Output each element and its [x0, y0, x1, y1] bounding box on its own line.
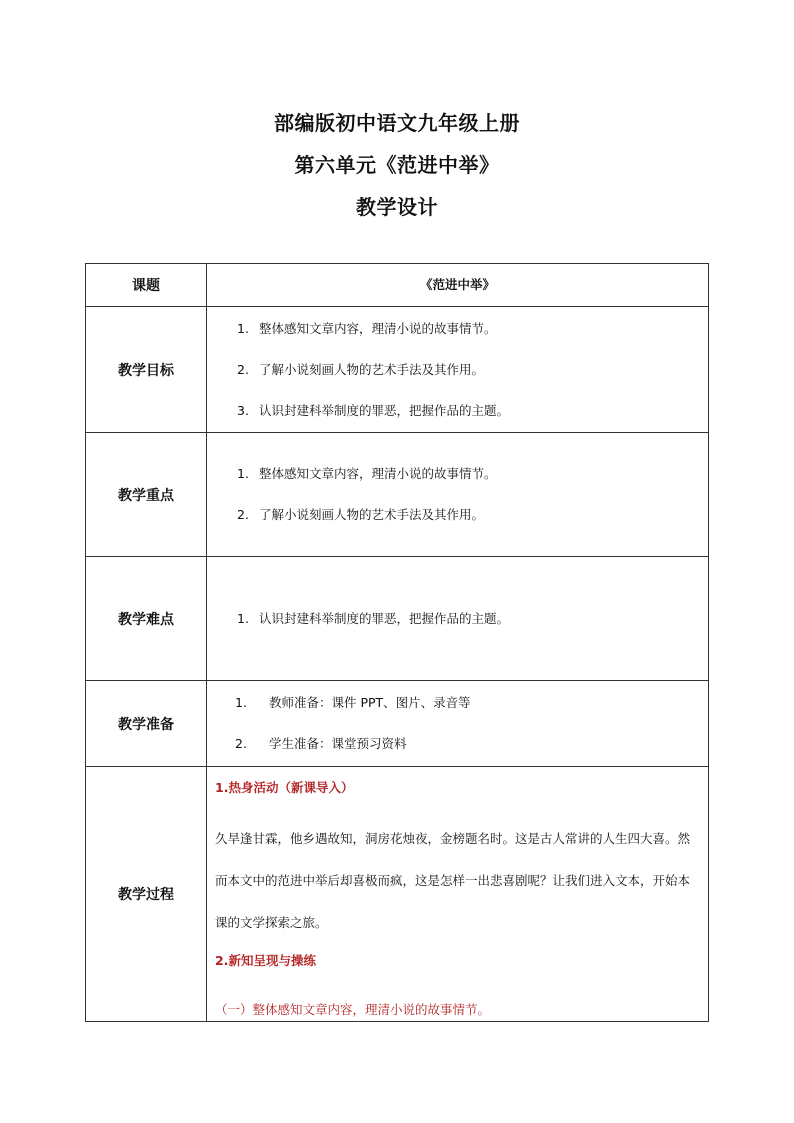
list-item	[207, 683, 708, 724]
key-points-row	[86, 433, 709, 557]
list-text: 教师准备：课件 PPT、图片、录音等	[269, 695, 471, 710]
lesson-plan-table	[85, 263, 709, 1022]
difficulties-row	[86, 557, 709, 681]
process-row	[86, 767, 709, 1022]
goals-cell	[207, 307, 709, 433]
list-number: 3.	[237, 402, 249, 418]
list-number: 2.	[235, 736, 247, 751]
goals-label: 教学目标	[86, 307, 207, 433]
difficulties-cell	[207, 557, 709, 681]
list-item	[207, 349, 708, 390]
list-text: 整体感知文章内容，理清小说的故事情节。	[259, 466, 497, 481]
preparation-cell	[207, 681, 709, 767]
section-heading: 2.新知呈现与操练	[215, 953, 316, 968]
preparation-label: 教学准备	[86, 681, 207, 767]
process-label: 教学过程	[86, 767, 207, 1022]
list-item	[207, 308, 708, 349]
list-item	[207, 724, 708, 765]
list-item	[207, 454, 708, 495]
list-text: 整体感知文章内容，理清小说的故事情节。	[259, 320, 497, 336]
topic-row	[86, 264, 709, 307]
key-points-list	[207, 454, 708, 536]
section-heading: 1.热身活动（新课导入）	[215, 780, 354, 795]
list-number: 1.	[237, 466, 249, 481]
document-title-line-2: 第六单元《范进中举》	[294, 153, 500, 177]
key-points-label: 教学重点	[86, 433, 207, 557]
subsection-heading: （一）整体感知文章内容，理清小说的故事情节。	[215, 1002, 491, 1017]
list-text: 了解小说刻画人物的艺术手法及其作用。	[259, 361, 485, 377]
list-number: 1.	[237, 320, 249, 336]
list-item	[207, 598, 708, 639]
list-item	[207, 390, 708, 431]
list-text: 了解小说刻画人物的艺术手法及其作用。	[259, 507, 485, 522]
document-title-line-3: 教学设计	[356, 195, 438, 219]
list-text: 认识封建科举制度的罪恶，把握作品的主题。	[259, 402, 510, 418]
list-text: 认识封建科举制度的罪恶，把握作品的主题。	[259, 610, 510, 626]
difficulties-list	[207, 598, 708, 639]
process-content	[207, 767, 708, 1021]
list-number: 2.	[237, 361, 249, 377]
goals-list	[207, 308, 708, 431]
preparation-row	[86, 681, 709, 767]
list-text: 学生准备：课堂预习资料	[269, 736, 407, 751]
list-number: 1.	[235, 695, 247, 710]
difficulties-label: 教学难点	[86, 557, 207, 681]
topic-label: 课题	[86, 264, 207, 307]
key-points-cell	[207, 433, 709, 557]
preparation-list	[207, 683, 708, 765]
process-cell	[207, 767, 709, 1022]
document-title-block	[0, 102, 794, 228]
goals-row	[86, 307, 709, 433]
list-number: 2.	[237, 507, 249, 522]
list-item	[207, 495, 708, 536]
topic-value: 《范进中举》	[207, 264, 709, 307]
list-number: 1.	[237, 610, 249, 626]
document-title-line-1: 部编版初中语文九年级上册	[274, 111, 520, 135]
section-paragraph: 久旱逢甘霖，他乡遇故知，洞房花烛夜，金榜题名时。这是古人常讲的人生四大喜。然而本文中的范进中举后却喜极而疯，这是怎样一出悲喜剧呢？让我们进入文本，开始本课的文学探索之旅。	[215, 831, 691, 930]
